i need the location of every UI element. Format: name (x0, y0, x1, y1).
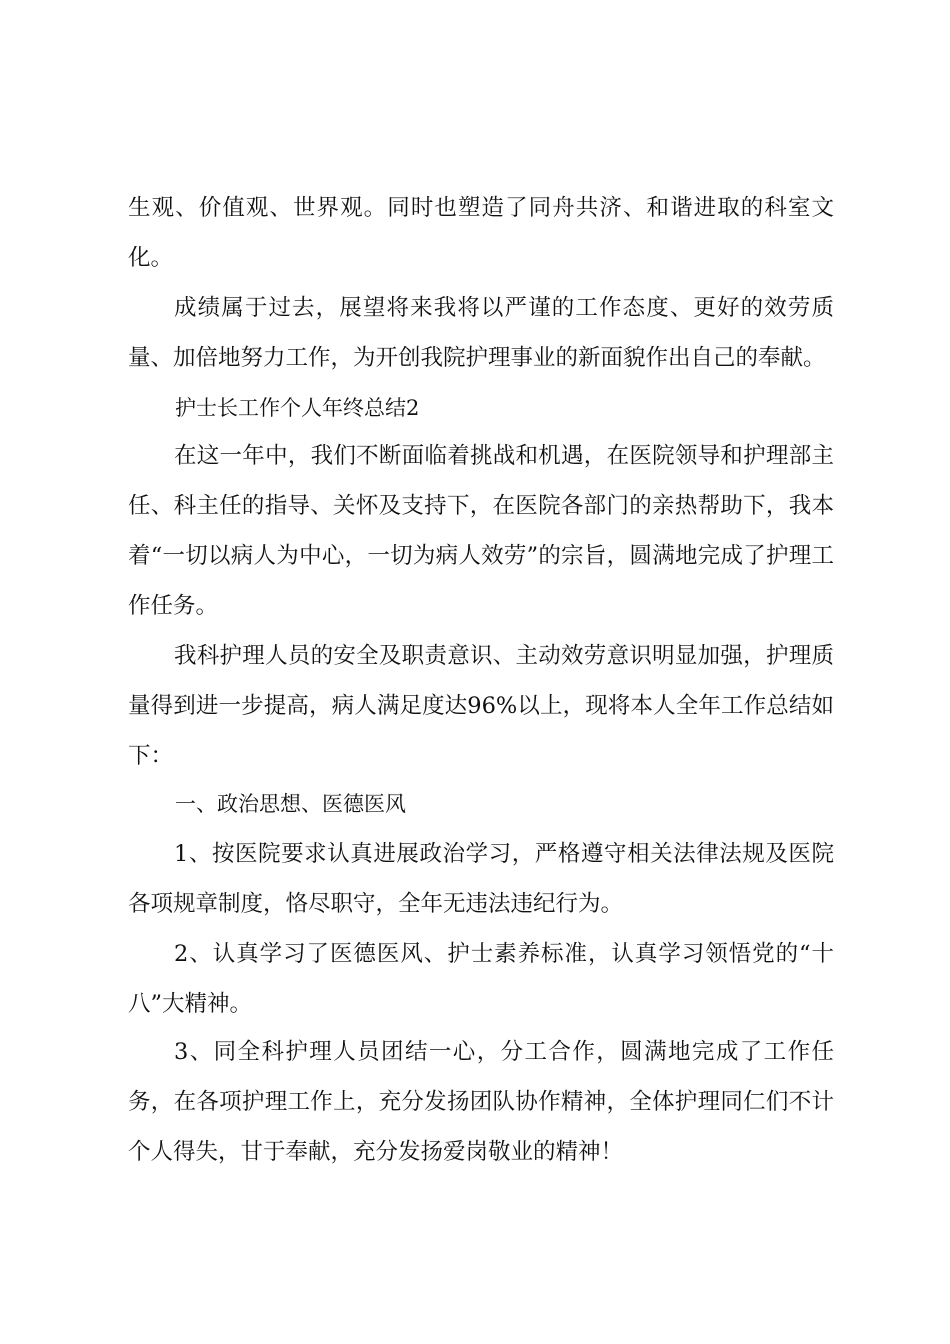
list-item-2: 2、认真学习了医德医风、护士素养标准，认真学习领悟党的“十八”大精神。 (128, 941, 834, 1017)
paragraph-outlook: 成绩属于过去，展望将来我将以严谨的工作态度、更好的效劳质量、加倍地努力工作，为开创我院护理事业的新面貌作出自己的奉献。 (128, 295, 834, 371)
paragraph-intro: 在这一年中，我们不断面临着挑战和机遇，在医院领导和护理部主任、科主任的指导、关怀及支持下，在医院各部门的亲热帮助下，我本着“一切以病人为中心，一切为病人效劳”的宗旨，圆满地完成了护理工作任务。 (128, 443, 834, 619)
list-item-3: 3、同全科护理人员团结一心，分工合作，圆满地完成了工作任务，在各项护理工作上，充分发扬团队协作精神，全体护理同仁们不计个人得失，甘于奉献，充分发扬爱岗敬业的精神！ (128, 1039, 834, 1165)
paragraph-quality: 我科护理人员的安全及职责意识、主动效劳意识明显加强，护理质量得到进一步提高，病人满足度达96%以上，现将本人全年工作总结如下： (128, 643, 834, 769)
section-heading-politics: 一、政治思想、医德医风 (175, 792, 406, 816)
paragraph-continuation: 生观、价值观、世界观。同时也塑造了同舟共济、和谐进取的科室文化。 (128, 195, 834, 271)
section-title: 护士长工作个人年终总结2 (175, 396, 420, 420)
list-item-1: 1、按医院要求认真进展政治学习，严格遵守相关法律法规及医院各项规章制度，恪尽职守，全年无违法违纪行为。 (128, 841, 834, 917)
